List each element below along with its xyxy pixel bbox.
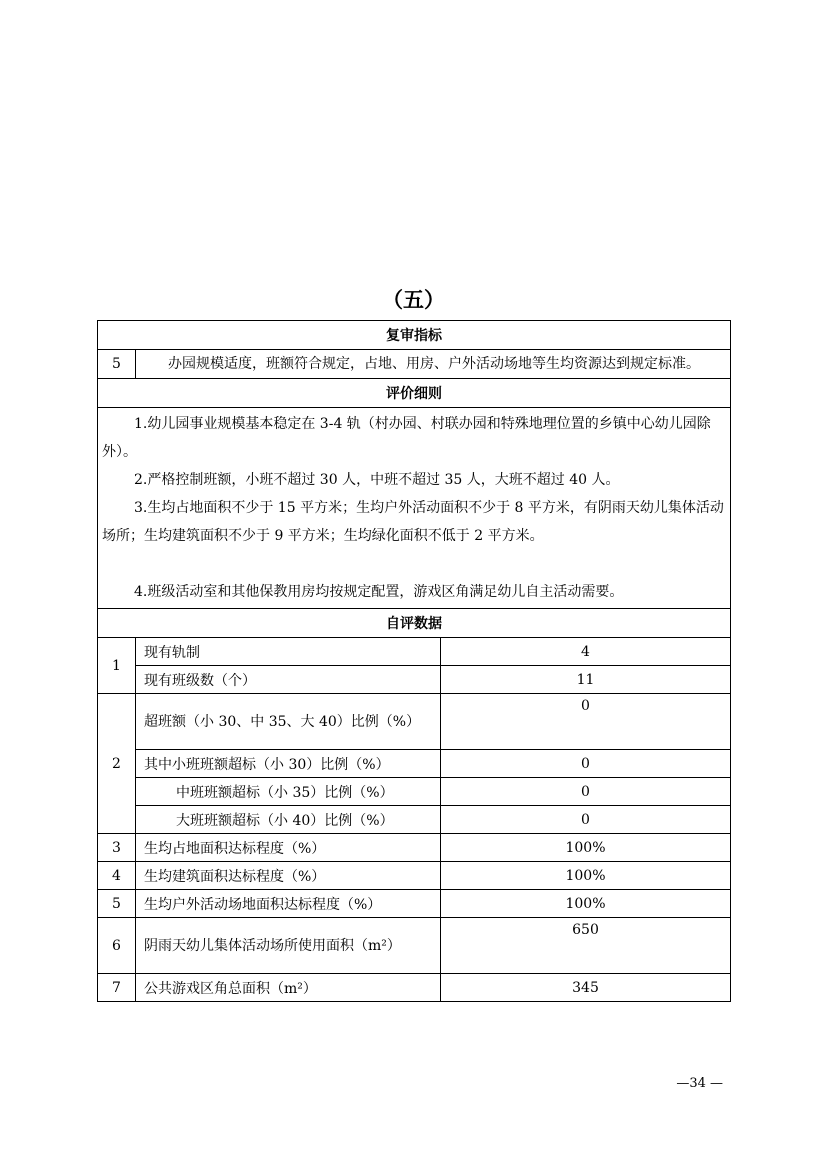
row-value: 100%	[441, 862, 731, 890]
review-indicator-text: 办园规模适度，班额符合规定，占地、用房、户外活动场地等生均资源达到规定标准。	[136, 350, 731, 379]
row-label: 现有轨制	[136, 638, 441, 666]
evaluation-item: 2.严格控制班额，小班不超过 30 人，中班不超过 35 人，大班不超过 40 人。	[134, 472, 620, 488]
row-value: 11	[441, 666, 731, 694]
row-label: 其中小班班额超标（小 30）比例（%）	[136, 750, 441, 778]
row-number: 3	[98, 834, 136, 862]
self-eval-header: 自评数据	[98, 609, 731, 638]
row-value: 100%	[441, 890, 731, 918]
row-value: 345	[441, 974, 731, 1002]
row-value: 0	[441, 778, 731, 806]
row-value: 4	[441, 638, 731, 666]
evaluation-item: 1.幼儿园事业规模基本稳定在 3-4 轨（村办园、村联办园和特殊地理位置的乡镇中心幼儿园除外）。	[102, 416, 711, 460]
row-label: 现有班级数（个）	[136, 666, 441, 694]
row-label: 公共游戏区角总面积（m²）	[136, 974, 441, 1002]
row-label: 生均建筑面积达标程度（%）	[136, 862, 441, 890]
row-number: 4	[98, 862, 136, 890]
row-value: 0	[441, 750, 731, 778]
page-title: （五）	[382, 288, 445, 312]
row-label: 生均占地面积达标程度（%）	[136, 834, 441, 862]
review-indicator-header: 复审指标	[98, 321, 731, 350]
row-label: 阴雨天幼儿集体活动场所使用面积（m²）	[136, 918, 441, 974]
row-value: 650	[441, 918, 731, 974]
evaluation-item: 3.生均占地面积不少于 15 平方米；生均户外活动面积不少于 8 平方米，有阴雨天幼儿集体活动场所；生均建筑面积不少于 9 平方米；生均绿化面积不低于 2 平方米。	[102, 500, 724, 544]
row-label: 中班班额超标（小 35）比例（%）	[136, 778, 441, 806]
row-label: 生均户外活动场地面积达标程度（%）	[136, 890, 441, 918]
row-label: 超班额（小 30、中 35、大 40）比例（%）	[136, 694, 441, 750]
row-number: 6	[98, 918, 136, 974]
evaluation-details-header: 评价细则	[98, 379, 731, 408]
review-indicator-number: 5	[98, 350, 136, 379]
row-label: 大班班额超标（小 40）比例（%）	[136, 806, 441, 834]
row-value: 0	[441, 806, 731, 834]
row-value: 0	[441, 694, 731, 750]
page-number: —34 —	[676, 1076, 723, 1091]
evaluation-details-body	[98, 408, 731, 609]
row-number: 7	[98, 974, 136, 1002]
row-number: 1	[98, 638, 136, 694]
row-value: 100%	[441, 834, 731, 862]
evaluation-item: 4.班级活动室和其他保教用房均按规定配置，游戏区角满足幼儿自主活动需要。	[134, 584, 624, 600]
evaluation-table	[97, 320, 731, 1002]
row-number: 5	[98, 890, 136, 918]
row-number: 2	[98, 694, 136, 834]
